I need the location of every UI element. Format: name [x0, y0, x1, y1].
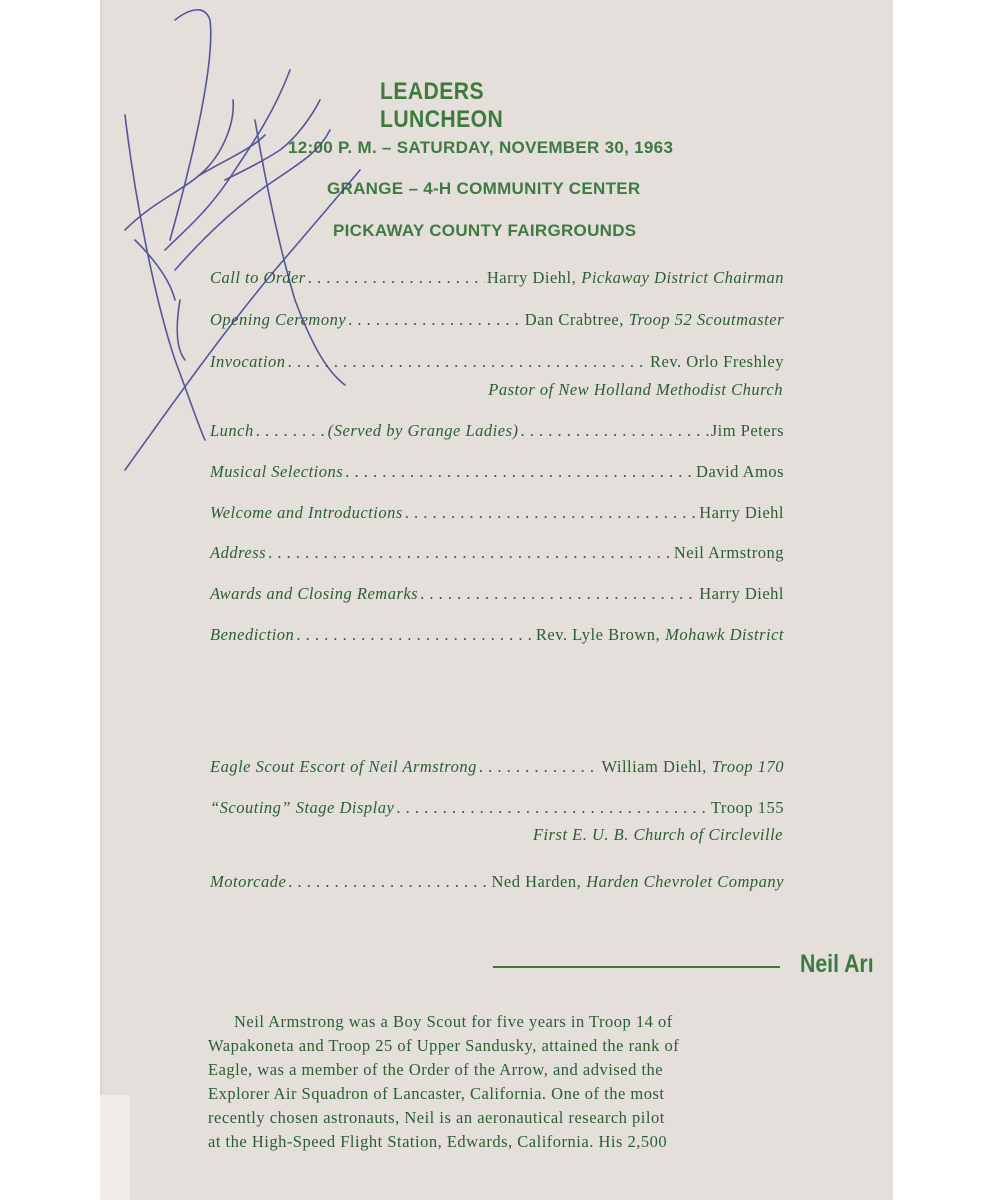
program-item-label: Lunch	[210, 421, 254, 440]
program-row	[210, 543, 784, 567]
bio-line: Neil Armstrong was a Boy Scout for five years in Troop 14 of	[234, 1012, 673, 1031]
leader-dots	[420, 584, 697, 604]
leader-dots	[479, 757, 600, 777]
bio-line: Explorer Air Squadron of Lancaster, California. One of the most	[208, 1084, 665, 1103]
program-item-label: Opening Ceremony	[210, 310, 347, 329]
program-item-note: (Served by Grange Ladies)	[327, 421, 519, 440]
program-item-label: Benediction	[210, 625, 295, 644]
biography-paragraph	[208, 1010, 778, 1154]
support-item-subline: First E. U. B. Church of Circleville	[532, 825, 783, 844]
section-heading: Neil Arı	[800, 950, 874, 978]
section-rule	[493, 966, 780, 968]
program-item-label: Musical Selections	[210, 462, 344, 481]
support-row	[210, 872, 784, 896]
program-item-role: Troop 52 Scoutmaster	[628, 310, 784, 329]
program-item-person: Harry Diehl	[699, 584, 784, 603]
support-item-label: Motorcade	[210, 872, 287, 891]
leader-dots	[405, 503, 697, 523]
support-item-person: Ned Harden,	[491, 872, 582, 891]
support-row	[210, 798, 784, 822]
program-row	[210, 625, 784, 649]
leader-dots	[521, 421, 709, 441]
paper-tab	[100, 1095, 130, 1200]
program-item-person: Rev. Orlo Freshley	[650, 352, 784, 371]
program-item-person: Dan Crabtree,	[524, 310, 624, 329]
bio-line: Eagle, was a member of the Order of the Arrow, and advised the	[208, 1060, 664, 1079]
event-datetime: 12:00 P. M. – SATURDAY, NOVEMBER 30, 1963	[288, 138, 674, 157]
support-item-person: William Diehl,	[601, 757, 707, 776]
program-item-role: Mohawk District	[665, 625, 784, 644]
support-row	[210, 757, 784, 781]
program-item-person: Harry Diehl	[699, 503, 784, 522]
program-item-person: Harry Diehl,	[486, 268, 577, 287]
program-item-role: Pickaway District Chairman	[581, 268, 784, 287]
leader-dots	[268, 543, 672, 563]
support-item-person: Troop 155	[710, 798, 784, 817]
program-item-label: Awards and Closing Remarks	[210, 584, 419, 603]
support-item-label: “Scouting” Stage Display	[210, 798, 395, 817]
program-item-person: Jim Peters	[710, 421, 784, 440]
program-row	[210, 584, 784, 608]
leader-dots	[288, 872, 489, 892]
support-item-role: Harden Chevrolet Company	[586, 872, 784, 891]
leader-dots	[296, 625, 534, 645]
page-title: LEADERS LUNCHEON	[380, 78, 504, 133]
bio-line: Wapakoneta and Troop 25 of Upper Sandusky, attained the rank of	[208, 1036, 680, 1055]
bio-line: recently chosen astronauts, Neil is an aeronautical research pilot	[208, 1108, 665, 1127]
support-item-label: Eagle Scout Escort of Neil Armstrong	[210, 757, 477, 776]
bio-line: at the High-Speed Flight Station, Edwards, California. His 2,500	[208, 1132, 668, 1151]
program-item-label: Welcome and Introductions	[210, 503, 403, 522]
support-item-role: Troop 170	[711, 757, 784, 776]
leader-dots	[396, 798, 709, 818]
event-venue: GRANGE – 4-H COMMUNITY CENTER	[327, 179, 641, 198]
autograph-signature	[115, 0, 375, 480]
page-edge-shadow	[100, 0, 104, 1200]
program-item-person: Rev. Lyle Brown,	[535, 625, 661, 644]
program-item-person: David Amos	[696, 462, 784, 481]
program-item-label: Invocation	[210, 352, 286, 371]
program-item-subline: Pastor of New Holland Methodist Church	[488, 380, 783, 399]
event-location: PICKAWAY COUNTY FAIRGROUNDS	[333, 221, 637, 240]
program-item-person: Neil Armstrong	[673, 543, 784, 562]
program-row	[210, 503, 784, 527]
program-item-label: Call to Order	[210, 268, 306, 287]
leader-dots	[345, 462, 694, 482]
program-item-label: Address	[210, 543, 267, 562]
